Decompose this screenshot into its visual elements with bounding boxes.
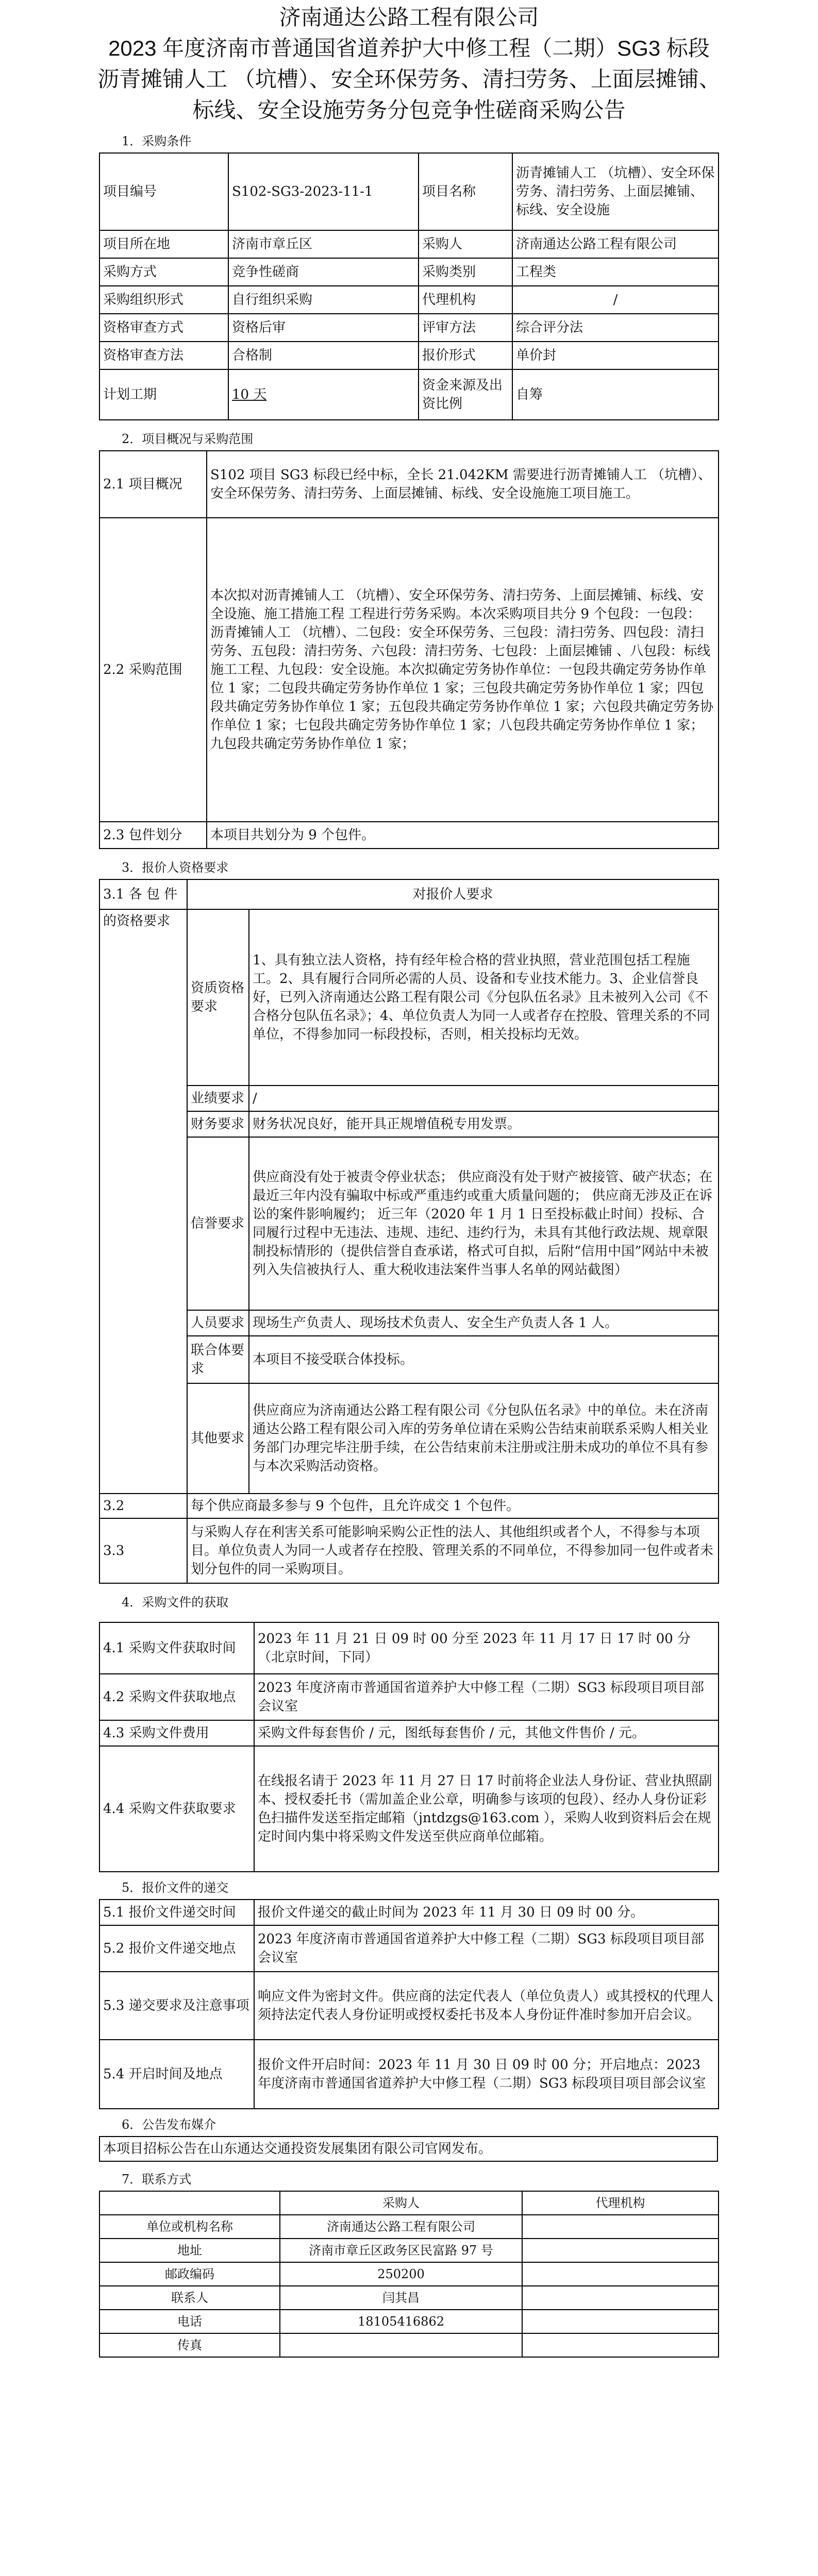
table-cell: 4.1 采购文件获取时间 [99,1622,254,1674]
table-row [99,822,719,849]
table-cell: 项目所在地 [99,230,228,258]
table-row [99,1518,719,1583]
table-cell: 2023 年度济南市普通国省道养护大中修工程（二期）SG3 标段项目项目部会议室 [254,1674,719,1720]
table-row [99,2239,719,2262]
table-cell: 250200 [280,2262,522,2286]
table-row [99,518,719,822]
section-6-heading: 6．公告发布媒介 [122,2117,216,2132]
table-cell: S102 项目 SG3 标段已经中标，全长 21.042KM 需要进行沥青摊铺人工 （坑槽）、安全环保劳务、清扫劳务、上面层摊铺、标线、安全设施施工项目施工。 [207,451,719,518]
table-cell: / [512,286,719,314]
section-4-heading: 4．采购文件的获取 [122,1595,229,1609]
table-cell: 资格审查方式 [99,314,228,342]
table-row [99,1336,719,1383]
table-cell: 采购类别 [419,258,512,286]
table-row [99,1086,719,1111]
table-cell: 计划工期 [99,369,228,420]
section-3-heading: 3．报价人资格要求 [122,860,229,875]
table-row [99,286,719,314]
procurement-documents-table [99,1622,719,1872]
table-cell: 供应商应为济南通达公路工程有限公司《分包队伍名录》中的单位。未在济南通达公路工程有限公司入库的劳务单位请在采购公告结束前联系采购人相关业务部门办理完毕注册手续，在公告结束前未注册或注册未成功的单位不具有参与本次采购活动资格。 [249,1383,719,1494]
table-cell: 响应文件为密封文件。供应商的法定代表人（单位负责人）或其授权的代理人须持法定代表人身份证明或授权委托书及本人身份证件准时参加开启会议。 [254,1972,719,2040]
table-cell: 5.4 开启时间及地点 [99,2040,254,2109]
section-7-heading: 7．联系方式 [122,2172,192,2187]
table-row [99,1972,719,2040]
contact-table [99,2191,719,2358]
table-cell: 3.3 [99,1518,187,1583]
table-cell: 代理机构 [419,286,512,314]
table-row [99,314,719,342]
table-cell: 业绩要求 [187,1086,249,1111]
procurement-conditions-table [99,152,719,420]
table-cell: 2023 年度济南市普通国省道养护大中修工程（二期）SG3 标段项目项目部会议室 [254,1925,719,1972]
table-cell [522,2215,719,2239]
table-row [99,909,719,1086]
document-title-line-4: 标线、安全设施劳务分包竞争性磋商采购公告 [192,98,626,122]
table-cell: 采购文件每套售价 / 元，图纸每套售价 / 元，其他文件售价 / 元。 [254,1720,719,1746]
table-row [99,369,719,420]
table-cell: 4.2 采购文件获取地点 [99,1674,254,1720]
table-cell: 评审方法 [419,314,512,342]
table-cell: 竞争性磋商 [228,258,419,286]
table-row [99,1925,719,1972]
table-cell: 与采购人存在利害关系可能影响采购公正性的法人、其他组织或者个人，不得参与本项目。单位负责人为同一人或者存在控股、管理关系的不同单位，不得参加同一包件或者未划分包件的同一采购项目。 [187,1518,719,1583]
table-cell: 综合评分法 [512,314,719,342]
table-cell: 联合体要求 [187,1336,249,1383]
table-cell: S102-SG3-2023-11-1 [228,153,419,230]
table-cell: 采购组织形式 [99,286,228,314]
table-cell: 的资格要求 [99,909,187,1494]
table-cell: 供应商没有处于被责令停业状态； 供应商没有处于财产被接管、破产状态；在最近三年内没有骗取中标或严重违约或重大质量问题的； 供应商无涉及正在诉讼的案件影响履约； 近三年（2020 年 1 月 1 日至投标截止时间）投标、合同履行过程中无违法、违规、违纪、违约行为，未具有其他行政法规、规章限制投标情形的（提供信誉自查承诺，格式可自拟，后附“信用中国”网站中未被列入失信被执行人、重大税收违法案件当事人名单的网站截图） [249,1137,719,1310]
table-cell: 5.2 报价文件递交地点 [99,1925,254,1972]
section-2-heading: 2．项目概况与采购范围 [122,432,254,446]
table-cell: 合格制 [228,342,419,369]
table-row [99,1622,719,1674]
table-cell: 采购人 [280,2191,522,2215]
table-cell: 10 天 [228,369,419,420]
table-cell [522,2333,719,2357]
table-cell: 其他要求 [187,1383,249,1494]
table-row [99,153,719,230]
table-cell: 采购方式 [99,258,228,286]
document-title-line-2: 2023 年度济南市普通国省道养护大中修工程（二期）SG3 标段 [108,36,710,60]
table-cell: 资格后审 [228,314,419,342]
table-cell: 报价文件递交的截止时间为 2023 年 11 月 30 日 09 时 00 分。 [254,1900,719,1925]
table-cell: 本项目不接受联合体投标。 [249,1336,719,1383]
table-cell: / [249,1086,719,1111]
table-cell: 本项目共划分为 9 个包件。 [207,822,719,849]
table-row [99,230,719,258]
table-cell: 4.3 采购文件费用 [99,1720,254,1746]
table-cell: 5.3 递交要求及注意事项 [99,1972,254,2040]
table-cell: 财务状况良好，能开具正规增值税专用发票。 [249,1111,719,1137]
table-cell: 4.4 采购文件获取要求 [99,1746,254,1872]
table-cell [522,2286,719,2310]
table-cell [99,2191,280,2215]
table-row [99,258,719,286]
table-cell: 18105416862 [280,2310,522,2333]
company-title: 济南通达公路工程有限公司 [279,5,539,29]
table-cell [522,2310,719,2333]
table-cell: 单位或机构名称 [99,2215,280,2239]
publication-media-table [99,2136,718,2162]
table-cell: 资金来源及出资比例 [419,369,512,420]
table-cell: 本项目招标公告在山东通达交通投资发展集团有限公司官网发布。 [99,2137,717,2161]
table-row [99,2215,719,2239]
table-row [99,1310,719,1336]
table-cell: 本次拟对沥青摊铺人工 （坑槽）、安全环保劳务、清扫劳务、上面层摊铺、标线、安全设施、施工措施工程 工程进行劳务采购。本次采购项目共分 9 个包段：一包段： 沥青摊铺人工 （坑槽）、二包段：安全环保劳务、三包段：清扫劳务、四包段：清扫劳务、五包段：清扫劳务、六包段：清扫劳务、七包段：上面层摊铺 、八包段：标线施工工程、九包段：安全设施。本次拟确定劳务协作单位：一包段共确定劳务协作单位 1 家；二包段共确定劳务协作单位 1 家；三包段共确定劳务协作单位 1 家；四包段共确定劳务协作单位 1 家；五包段共确定劳务协作单位 1 家；六包段共确定劳务协作单位 1 家；七包段共确定劳务协作单位 1 家；八包段共确定劳务协作单位 1 家；九包段共确定劳务协作单位 1 家； [207,518,719,822]
table-cell: 电话 [99,2310,280,2333]
table-cell: 每个供应商最多参与 9 个包件，且允许成交 1 个包件。 [187,1494,719,1518]
table-cell: 工程类 [512,258,719,286]
table-row [99,1111,719,1137]
table-cell: 代理机构 [522,2191,719,2215]
table-row [99,1746,719,1872]
table-cell: 5.1 报价文件递交时间 [99,1900,254,1925]
bid-submission-table [99,1899,719,2109]
table-cell [280,2333,522,2357]
table-cell: 在线报名请于 2023 年 11 月 27 日 17 时前将企业法人身份证、营业执照副本、授权委托书（需加盖企业公章，明确参与该项的包段）、经办人身份证彩色扫描件发送至指定邮箱（jntdzgs@163.com ），采购人收到资料后会在规定时间内集中将采购文件发送至供应商单位邮箱。 [254,1746,719,1872]
table-cell: 济南市章丘区政务区民富路 97 号 [280,2239,522,2262]
table-cell: 资格审查方法 [99,342,228,369]
table-cell: 人员要求 [187,1310,249,1336]
table-cell: 闫其昌 [280,2286,522,2310]
table-cell: 1、具有独立法人资格，持有经年检合格的营业执照，营业范围包括工程施工。2、具有履行合同所必需的人员、设备和专业技术能力。3、企业信誉良好，已列入济南通达公路工程有限公司《分包队伍名录》且未被列入公司《不合格分包队伍名录》；4、单位负责人为同一人或者存在控股、管理关系的不同单位，不得参加同一标段投标，否则，相关投标均无效。 [249,909,719,1086]
table-cell: 联系人 [99,2286,280,2310]
table-cell: 邮政编码 [99,2262,280,2286]
table-cell: 对报价人要求 [187,879,719,909]
table-row [99,2286,719,2310]
table-cell: 项目名称 [419,153,512,230]
project-overview-table [99,450,719,849]
table-cell: 传真 [99,2333,280,2357]
table-row [99,1383,719,1494]
table-cell: 自行组织采购 [228,286,419,314]
table-cell: 3.1 各 包 件 [99,879,187,909]
table-cell: 报价形式 [419,342,512,369]
table-row [99,879,719,909]
table-row [99,2310,719,2333]
table-cell: 项目编号 [99,153,228,230]
table-row [99,2333,719,2357]
table-cell: 济南市章丘区 [228,230,419,258]
section-1-heading: 1．采购条件 [122,134,192,148]
table-cell: 2.1 项目概况 [99,451,207,518]
table-cell: 沥青摊铺人工 （坑槽）、安全环保劳务、清扫劳务、上面层摊铺、标线、安全设施 [512,153,719,230]
table-cell: 地址 [99,2239,280,2262]
table-row [99,1900,719,1925]
table-row [99,1494,719,1518]
table-cell [522,2239,719,2262]
table-row [99,2040,719,2109]
table-cell [522,2262,719,2286]
table-cell: 2.2 采购范围 [99,518,207,822]
table-cell: 2023 年 11 月 21 日 09 时 00 分至 2023 年 11 月 17 日 17 时 00 分（北京时间，下同） [254,1622,719,1674]
table-cell: 3.2 [99,1494,187,1518]
section-5-heading: 5．报价文件的递交 [122,1880,229,1895]
table-cell: 信誉要求 [187,1137,249,1310]
table-cell: 济南通达公路工程有限公司 [512,230,719,258]
table-row [99,1137,719,1310]
table-row [99,1674,719,1720]
table-cell: 报价文件开启时间：2023 年 11 月 30 日 09 时 00 分；开启地点：2023 年度济南市普通国省道养护大中修工程（二期）SG3 标段项目项目部会议室 [254,2040,719,2109]
table-cell: 自筹 [512,369,719,420]
table-row [99,2191,719,2215]
table-cell: 济南通达公路工程有限公司 [280,2215,522,2239]
table-row [99,2137,717,2161]
table-row [99,342,719,369]
table-cell: 财务要求 [187,1111,249,1137]
table-cell: 现场生产负责人、现场技术负责人、安全生产负责人各 1 人。 [249,1310,719,1336]
table-cell: 单价封 [512,342,719,369]
table-cell: 采购人 [419,230,512,258]
table-cell: 2.3 包件划分 [99,822,207,849]
table-row [99,1720,719,1746]
qualification-table [99,879,719,1584]
table-row [99,2262,719,2286]
table-row [99,451,719,518]
table-cell: 资质资格要求 [187,909,249,1086]
document-title-line-3: 沥青摊铺人工 （坑槽）、安全环保劳务、清扫劳务、上面层摊铺、 [97,67,721,91]
